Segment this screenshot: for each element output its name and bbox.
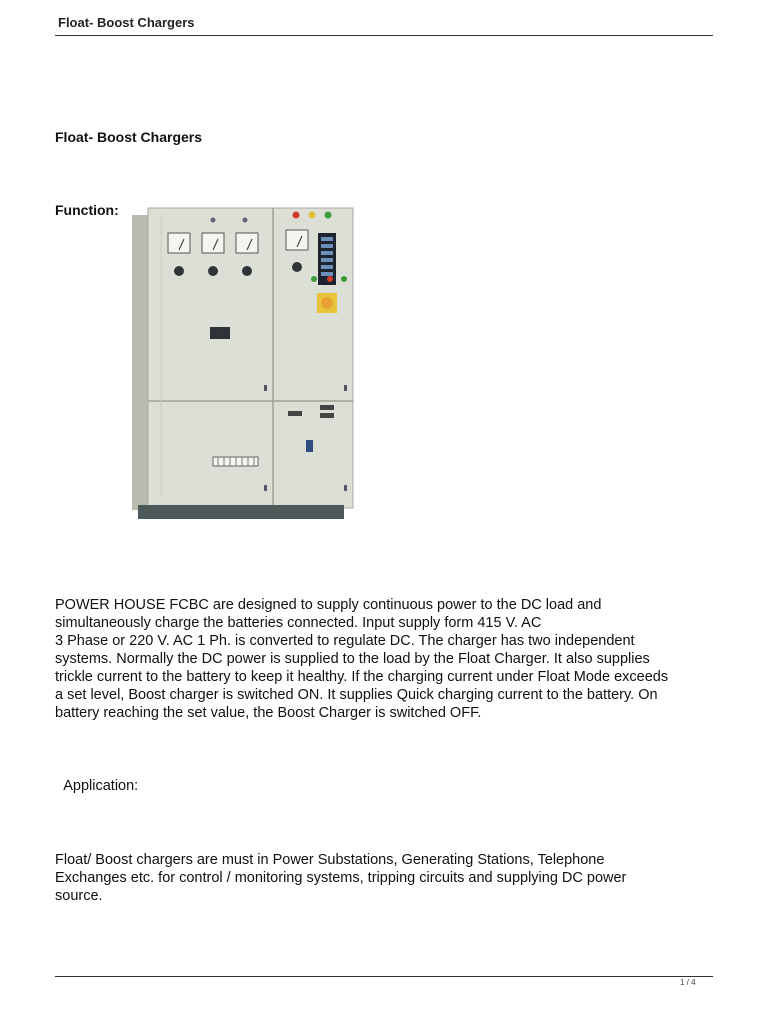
cabinet-base xyxy=(138,505,344,519)
function-line: POWER HOUSE FCBC are designed to supply continuous power to the DC load and xyxy=(55,597,602,613)
header-title: Float- Boost Chargers xyxy=(58,15,195,30)
function-line: battery reaching the set value, the Boost Charger is switched OFF. xyxy=(55,705,482,721)
function-line: systems. Normally the DC power is supplied to the load by the Float Charger. It also supplies xyxy=(55,651,650,667)
application-line: Exchanges etc. for control / monitoring systems, tripping circuits and supplying DC power xyxy=(55,870,627,886)
meter-group xyxy=(168,230,308,253)
cabinet-side xyxy=(132,215,150,510)
charger-panel-image xyxy=(130,205,355,525)
header-divider xyxy=(55,35,713,36)
document-title: Float- Boost Chargers xyxy=(55,129,203,145)
application-line: source. xyxy=(55,888,103,904)
function-line: simultaneously charge the batteries connected. Input supply form 415 V. AC xyxy=(55,615,542,631)
function-description xyxy=(55,596,720,722)
footer-divider xyxy=(55,976,713,977)
function-line: trickle current to the battery to keep it healthy. If the charging current under Float Mode exceeds xyxy=(55,669,669,685)
function-line: a set level, Boost charger is switched ON. It supplies Quick charging current to the battery. On xyxy=(55,687,658,703)
application-line: Float/ Boost chargers are must in Power Substations, Generating Stations, Telephone xyxy=(55,852,605,868)
application-heading: Application: xyxy=(60,778,139,794)
function-line: 3 Phase or 220 V. AC 1 Ph. is converted to regulate DC. The charger has two independent xyxy=(55,633,635,649)
application-description xyxy=(55,851,720,905)
page-number: 1 / 4 xyxy=(680,978,696,987)
function-heading: Function: xyxy=(55,202,119,218)
